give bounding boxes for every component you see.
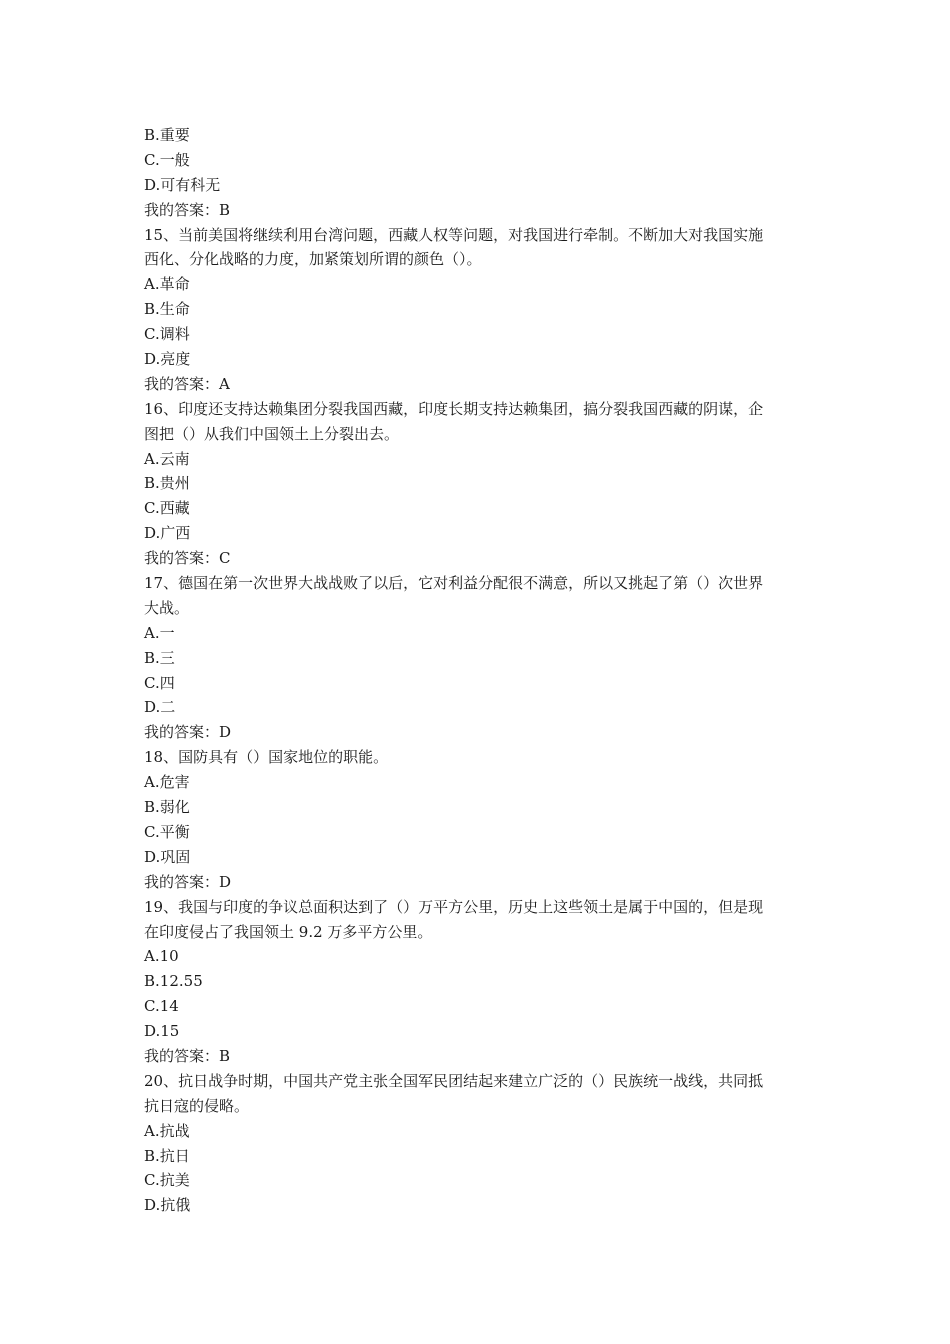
question-17-text-cont: 大战。: [144, 598, 190, 617]
question-19-text: 19、我国与印度的争议总面积达到了（）万平方公里，历史上这些领土是属于中国的，但是现: [144, 897, 764, 916]
option-a: A.危害: [144, 773, 190, 792]
option-a: A.抗战: [144, 1121, 190, 1140]
option-b: B.12.55: [144, 972, 203, 991]
option-b: B.贵州: [144, 474, 190, 493]
option-c: C.抗美: [144, 1171, 190, 1190]
option-c: C.调料: [144, 325, 190, 344]
question-16-text: 16、印度还支持达赖集团分裂我国西藏，印度长期支持达赖集团，搞分裂我国西藏的阴谋，企: [144, 399, 764, 418]
option-c: C.一般: [144, 150, 190, 169]
option-c: C.14: [144, 997, 179, 1016]
document-body: [144, 123, 814, 1218]
option-a: A.10: [144, 947, 179, 966]
answer-line: 我的答案：D: [144, 723, 232, 742]
option-b: B.抗日: [144, 1146, 190, 1165]
option-c: C.西藏: [144, 499, 190, 518]
option-d: D.可有科无: [144, 175, 221, 194]
option-d: D.二: [144, 698, 176, 717]
option-c: C.四: [144, 673, 175, 692]
option-a: A.一: [144, 623, 175, 642]
answer-line: 我的答案：A: [144, 374, 230, 393]
question-20-text-cont: 抗日寇的侵略。: [144, 1096, 250, 1115]
question-15-text: 15、当前美国将继续利用台湾问题，西藏人权等问题，对我国进行牵制。不断加大对我国实施: [144, 225, 764, 244]
option-a: A.云南: [144, 449, 190, 468]
question-19-text-cont: 在印度侵占了我国领土 9.2 万多平方公里。: [144, 922, 433, 941]
question-17-text: 17、德国在第一次世界大战战败了以后，它对利益分配很不满意，所以又挑起了第（）次世界: [144, 574, 764, 593]
option-b: B.三: [144, 648, 175, 667]
answer-line: 我的答案：B: [144, 200, 231, 219]
question-16-text-cont: 图把（）从我们中国领土上分裂出去。: [144, 424, 400, 443]
option-b: B.生命: [144, 300, 190, 319]
option-d: D.广西: [144, 524, 191, 543]
question-18-text: 18、国防具有（）国家地位的职能。: [144, 748, 389, 767]
option-d: D.15: [144, 1022, 180, 1041]
option-d: D.亮度: [144, 350, 191, 369]
option-d: D.巩固: [144, 847, 191, 866]
option-a: A.革命: [144, 275, 190, 294]
answer-line: 我的答案：D: [144, 872, 232, 891]
question-20-text: 20、抗日战争时期，中国共产党主张全国军民团结起来建立广泛的（）民族统一战线，共同抵: [144, 1071, 764, 1090]
option-b: B.重要: [144, 126, 190, 144]
option-c: C.平衡: [144, 822, 190, 841]
option-b: B.弱化: [144, 798, 190, 817]
answer-line: 我的答案：B: [144, 1046, 231, 1065]
answer-line: 我的答案：C: [144, 549, 231, 568]
question-15-text-cont: 西化、分化战略的力度，加紧策划所谓的颜色（）。: [144, 250, 482, 269]
option-d: D.抗俄: [144, 1196, 191, 1215]
